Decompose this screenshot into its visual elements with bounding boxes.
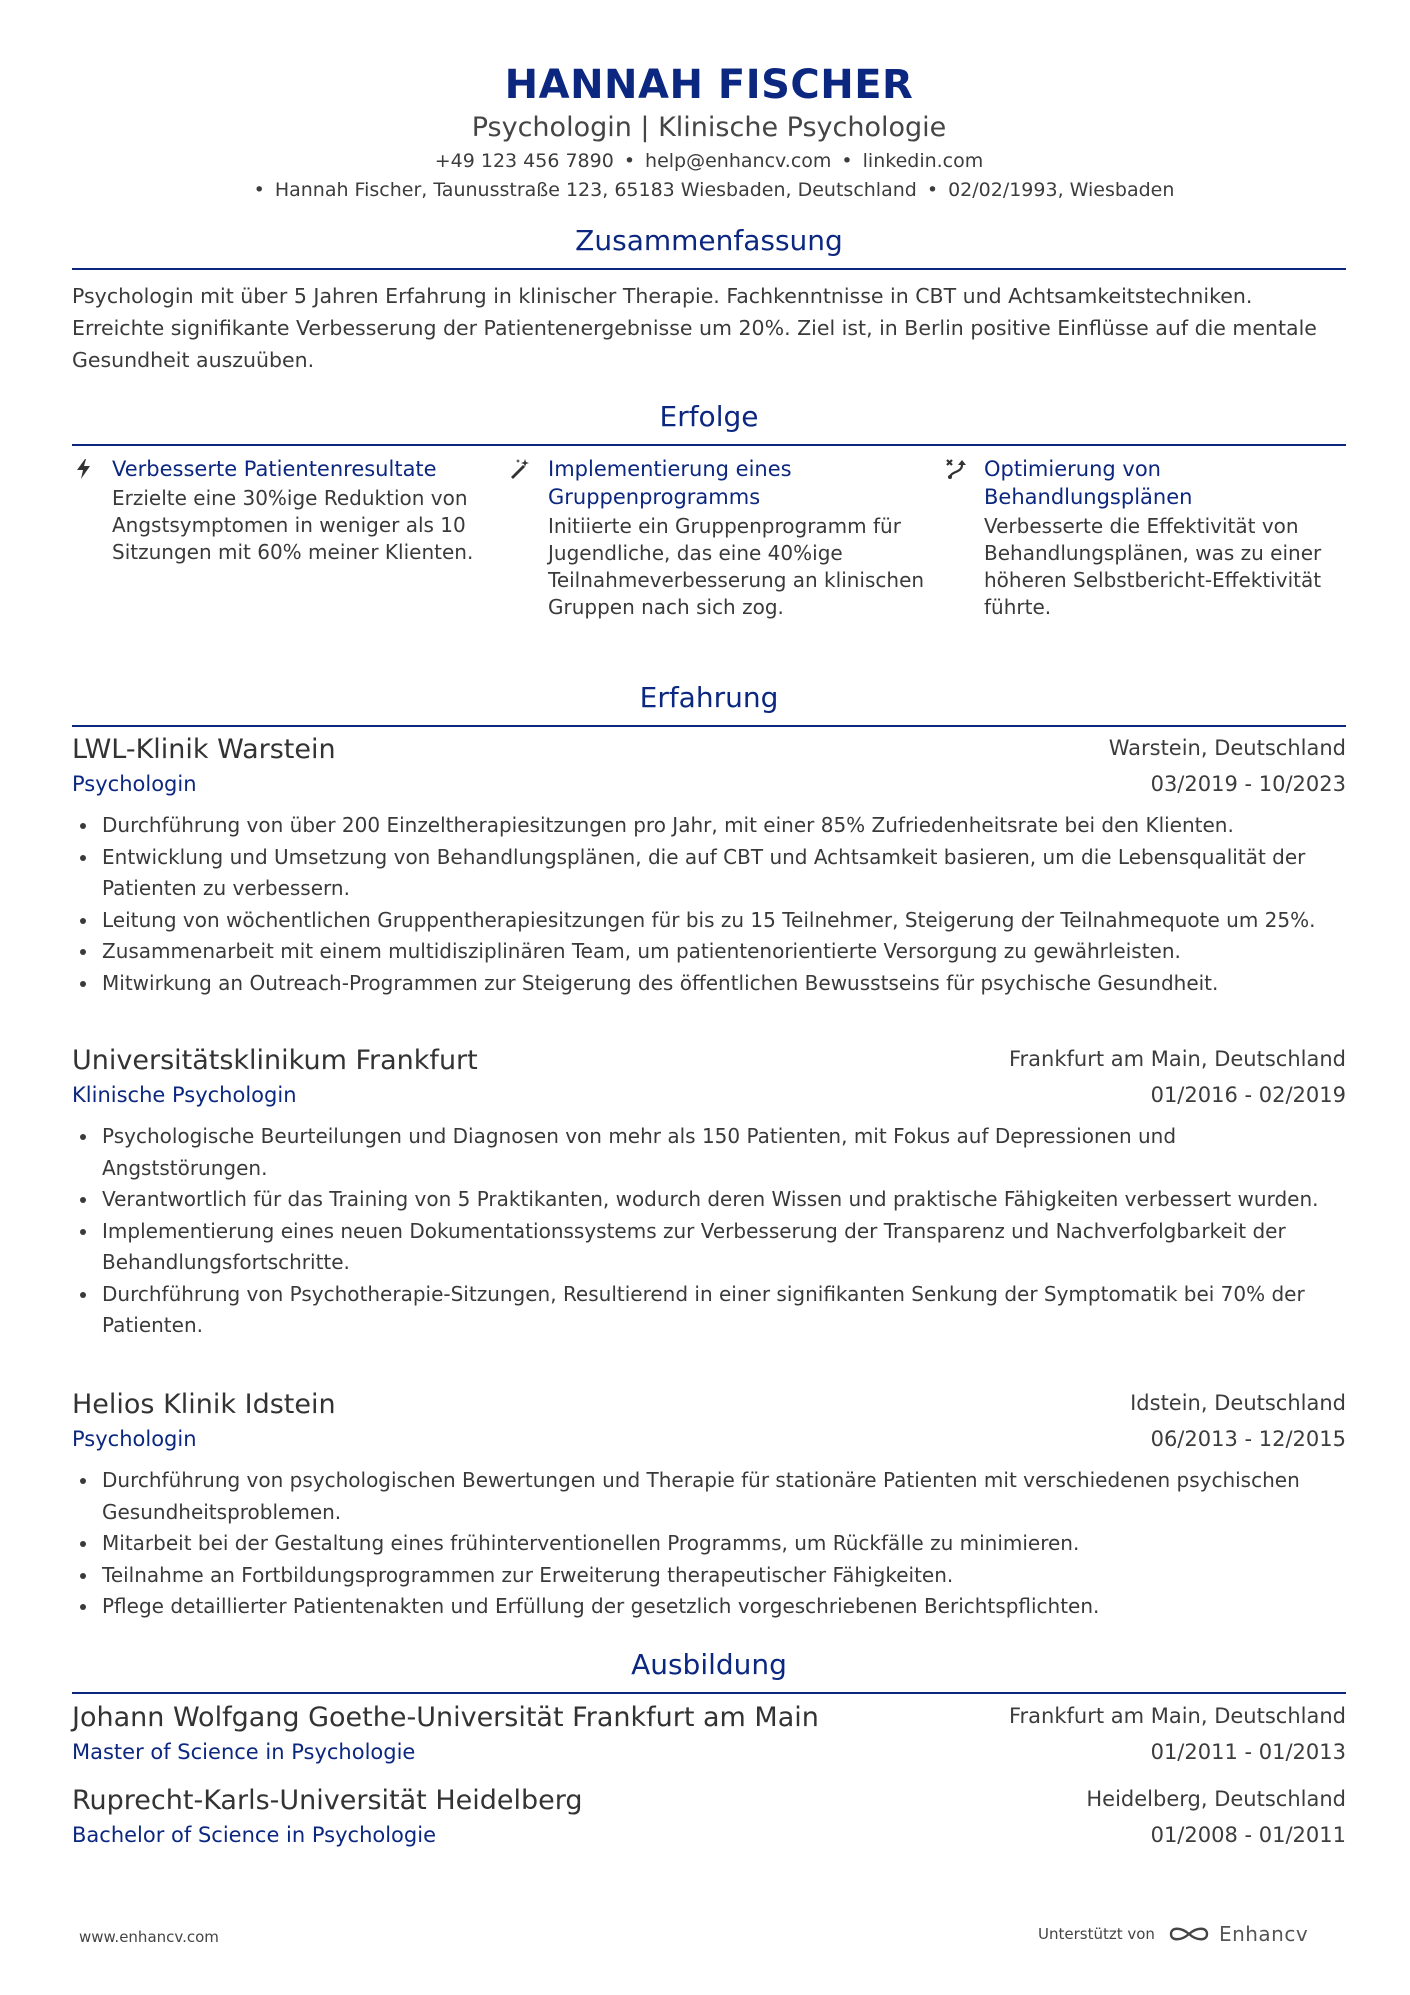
section-divider: [72, 725, 1346, 727]
achievement-description: Verbesserte die Effektivität von Behandlungsplänen, was zu einer höheren Selbstbericht-Effektivität führte.: [984, 514, 1322, 619]
resume-page: [72, 0, 1346, 1995]
enhancv-brand[interactable]: Enhancv: [1218, 1922, 1309, 1946]
list-item: Verantwortlich für das Training von 5 Praktikanten, wodurch deren Wissen und praktische Fähigkeiten verbessert wurden.: [72, 1184, 1346, 1216]
candidate-name: HANNAH FISCHER: [504, 62, 914, 108]
enhancv-logo-icon: [1167, 1922, 1211, 1946]
list-item: Teilnahme an Fortbildungsprogrammen zur Erweiterung therapeutischer Fähigkeiten.: [72, 1560, 1346, 1592]
list-item: Leitung von wöchentlichen Gruppentherapiesitzungen für bis zu 15 Teilnehmer, Steigerung der Teilnahmequote um 25%.: [72, 905, 1346, 937]
list-item: Mitwirkung an Outreach-Programmen zur Steigerung des öffentlichen Bewusstseins für psychische Gesundheit.: [72, 968, 1346, 1000]
footer-branding: [1038, 1918, 1308, 1950]
summary-text: Psychologin mit über 5 Jahren Erfahrung in klinischer Therapie. Fachkenntnisse in CBT und Achtsamkeitstechniken. Erreichte signifikante Verbesserung der Patientenergebnisse um 20%. Ziel ist, in Berlin positive Einflüsse auf die mentale Gesundheit auszuüben.: [72, 284, 1317, 372]
section-divider: [72, 1692, 1346, 1694]
job-role: Psychologin: [72, 772, 197, 796]
achievement-description: Initiierte ein Gruppenprogramm für Jugendliche, das eine 40%ige Teilnahmeverbesserung an klinischen Gruppen nach sich zog.: [548, 514, 925, 619]
school-location: Heidelberg, Deutschland: [1086, 1787, 1346, 1811]
email-link[interactable]: help@enhancv.com: [645, 150, 832, 172]
job-role: Klinische Psychologin: [72, 1083, 297, 1107]
magic-wand-icon: [508, 457, 532, 481]
achievement-description: Erzielte eine 30%ige Reduktion von Angstsymptomen in weniger als 10 Sitzungen mit 60% meiner Klienten.: [112, 486, 474, 564]
employer-location: Idstein, Deutschland: [1130, 1391, 1346, 1415]
experience-entry: [72, 1389, 1346, 1623]
list-item: Durchführung von über 200 Einzeltherapiesitzungen pro Jahr, mit einer 85% Zufriedenheitsrate bei den Klienten.: [72, 810, 1346, 842]
job-dates: 06/2013 - 12/2015: [1150, 1427, 1346, 1451]
job-bullets: [72, 1465, 1346, 1623]
achievement-item: [944, 455, 1364, 621]
school-location: Frankfurt am Main, Deutschland: [1008, 1704, 1346, 1728]
list-item: Psychologische Beurteilungen und Diagnosen von mehr als 150 Patienten, mit Fokus auf Depressionen und Angststörungen.: [72, 1121, 1346, 1184]
address-line: • Hannah Fischer, Taunusstraße 123, 65183 Wiesbaden, Deutschland • 02/02/1993, Wiesbaden: [253, 179, 1175, 201]
job-bullets: [72, 1121, 1346, 1342]
school-name: Ruprecht-Karls-Universität Heidelberg: [72, 1785, 583, 1816]
list-item: Durchführung von Psychotherapie-Sitzungen, Resultierend in einer signifikanten Senkung der Symptomatik bei 70% der Patienten.: [72, 1279, 1346, 1342]
section-title-achievements: Erfolge: [659, 400, 759, 433]
degree: Bachelor of Science in Psychologie: [72, 1823, 436, 1847]
job-role: Psychologin: [72, 1427, 197, 1451]
birth-info: 02/02/1993, Wiesbaden: [948, 179, 1175, 201]
employer-name: Universitätsklinikum Frankfurt: [72, 1045, 478, 1076]
employer-name: Helios Klinik Idstein: [72, 1389, 336, 1420]
candidate-title: Psychologin | Klinische Psychologie: [471, 112, 947, 143]
list-item: Zusammenarbeit mit einem multidisziplinären Team, um patientenorientierte Versorgung zu gewährleisten.: [72, 936, 1346, 968]
job-bullets: [72, 810, 1346, 999]
list-item: Mitarbeit bei der Gestaltung eines frühinterventionellen Programms, um Rückfälle zu minimieren.: [72, 1528, 1346, 1560]
contact-line: +49 123 456 7890 • help@enhancv.com • linkedin.com: [434, 150, 984, 172]
achievement-title: Verbesserte Patientenresultate: [112, 457, 437, 481]
list-item: Pflege detaillierter Patientenakten und Erfüllung der gesetzlich vorgeschriebenen Berichtspflichten.: [72, 1591, 1346, 1623]
section-title-education: Ausbildung: [631, 1648, 787, 1681]
achievement-title: Optimierung von Behandlungsplänen: [984, 457, 1193, 509]
employer-name: LWL-Klinik Warstein: [72, 734, 336, 765]
education-dates: 01/2011 - 01/2013: [1150, 1740, 1346, 1764]
achievement-title: Implementierung eines Gruppenprogramms: [548, 457, 792, 509]
footer-website-link[interactable]: www.enhancv.com: [79, 1928, 219, 1946]
section-title-experience: Erfahrung: [639, 681, 779, 714]
experience-entry: [72, 1045, 1346, 1342]
section-divider: [72, 268, 1346, 270]
employer-location: Frankfurt am Main, Deutschland: [1008, 1047, 1346, 1071]
achievement-item: [508, 455, 928, 621]
employer-location: Warstein, Deutschland: [1108, 736, 1346, 760]
education-entry: [72, 1785, 1346, 1857]
powered-by-label: Unterstützt von: [1038, 1925, 1155, 1943]
job-dates: 03/2019 - 10/2023: [1150, 772, 1346, 796]
section-title-summary: Zusammenfassung: [575, 224, 843, 257]
list-item: Durchführung von psychologischen Bewertungen und Therapie für stationäre Patienten mit verschiedenen psychischen Gesundheitsproblemen.: [72, 1465, 1346, 1528]
section-divider: [72, 444, 1346, 446]
address: Hannah Fischer, Taunusstraße 123, 65183 Wiesbaden, Deutschland: [274, 179, 917, 201]
list-item: Entwicklung und Umsetzung von Behandlungsplänen, die auf CBT und Achtsamkeit basieren, um die Lebensqualität der Patienten zu verbessern.: [72, 842, 1346, 905]
education-entry: [72, 1702, 1346, 1774]
school-name: Johann Wolfgang Goethe-Universität Frankfurt am Main: [72, 1702, 819, 1733]
phone: +49 123 456 7890: [434, 150, 614, 172]
list-item: Implementierung eines neuen Dokumentationssystems zur Verbesserung der Transparenz und Nachverfolgbarkeit der Behandlungsfortschritte.: [72, 1216, 1346, 1279]
linkedin-link[interactable]: linkedin.com: [862, 150, 984, 172]
route-icon: [944, 457, 968, 481]
experience-entry: [72, 734, 1346, 999]
job-dates: 01/2016 - 02/2019: [1150, 1083, 1346, 1107]
degree: Master of Science in Psychologie: [72, 1740, 416, 1764]
education-dates: 01/2008 - 01/2011: [1150, 1823, 1346, 1847]
achievement-item: [72, 455, 492, 566]
lightning-icon: [72, 457, 96, 481]
